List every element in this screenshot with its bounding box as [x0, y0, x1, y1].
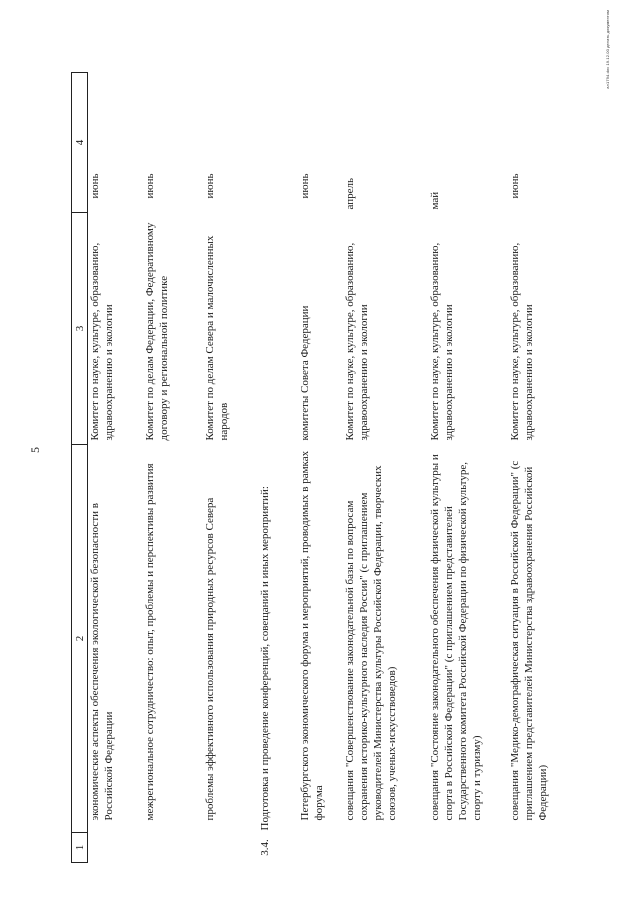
item-description: проблемы эффективного использования природных ресурсов Севера: [204, 497, 216, 821]
item-term: [258, 73, 298, 213]
item-number: [203, 833, 258, 863]
table-header: [72, 73, 88, 863]
table-row: [298, 73, 343, 863]
table-row: [203, 73, 258, 863]
item-number: [88, 833, 144, 863]
table-row: [343, 73, 428, 863]
table-row: [508, 73, 570, 863]
item-term: июнь: [299, 173, 311, 199]
item-responsible: комитеты Совета Федерации: [299, 305, 311, 441]
item-description: экономические аспекты обеспечения экологической безопасности в Российской Федерации: [89, 503, 115, 821]
item-number: [298, 833, 343, 863]
item-description: межрегиональное сотрудничество: опыт, проблемы и перспективы развития: [144, 463, 156, 821]
table-row: [143, 73, 203, 863]
section-number: 3.4.: [259, 839, 271, 856]
item-description: совещания "Совершенствование законодательной базы по вопросам сохранения историко-культурного наследия России" (с приглашением руководителей Министерства культуры Российской Федерации, творческих союзов, ученых-искусствоведов): [344, 465, 398, 821]
item-responsible: Комитет по науке, культуре, образованию, здравоохранению и экологии: [509, 242, 535, 441]
item-responsible: Комитет по науке, культуре, образованию, здравоохранению и экологии: [344, 242, 370, 441]
item-term: апрель: [344, 177, 356, 210]
plan-table: [71, 72, 570, 863]
item-number: [428, 833, 508, 863]
item-responsible: Комитет по науке, культуре, образованию, здравоохранению и экологии: [89, 242, 115, 441]
column-header-2: 2: [72, 445, 88, 833]
item-responsible: Комитет по делам Севера и малочисленных народов: [204, 235, 230, 441]
item-term: июнь: [144, 173, 156, 199]
item-responsible: Комитет по делам Федерации, Федеративному договору и региональной политике: [144, 222, 170, 441]
section-title: Подготовка и проведение конференций, совещаний и иных мероприятий:: [259, 486, 271, 831]
item-term: май: [429, 191, 441, 210]
item-responsible: Комитет по науке, культуре, образованию, здравоохранению и экологии: [429, 242, 455, 441]
section-row: [258, 73, 298, 863]
file-stamp: ал1794.doc 19.12.00 делать документом: [605, 10, 610, 89]
page-number: 5: [28, 447, 42, 453]
item-description: совещания "Состояние законодательного обеспечения физической культуры и спорта в Российской Федерации" (с приглашением представителей Государственного комитета Российской Федерации по физической культуре, спорту и туризму): [429, 454, 483, 821]
item-description: совещания "Медико-демографическая ситуация в Российской Федерации" (с приглашением представителей Министерства здравоохранения Российской Федерации): [509, 460, 549, 821]
item-term: июнь: [509, 173, 521, 199]
column-header-4: 4: [72, 73, 88, 213]
item-number: [508, 833, 570, 863]
table-row: [88, 73, 144, 863]
item-term: июнь: [89, 173, 101, 199]
item-description: Петербургского экономического форума и мероприятий, проводимых в рамках форума: [299, 450, 325, 821]
item-number: [143, 833, 203, 863]
item-term: июнь: [204, 173, 216, 199]
item-responsible: [258, 213, 298, 445]
item-number: [343, 833, 428, 863]
column-header-3: 3: [72, 213, 88, 445]
column-header-1: 1: [72, 833, 88, 863]
table-row: [428, 73, 508, 863]
